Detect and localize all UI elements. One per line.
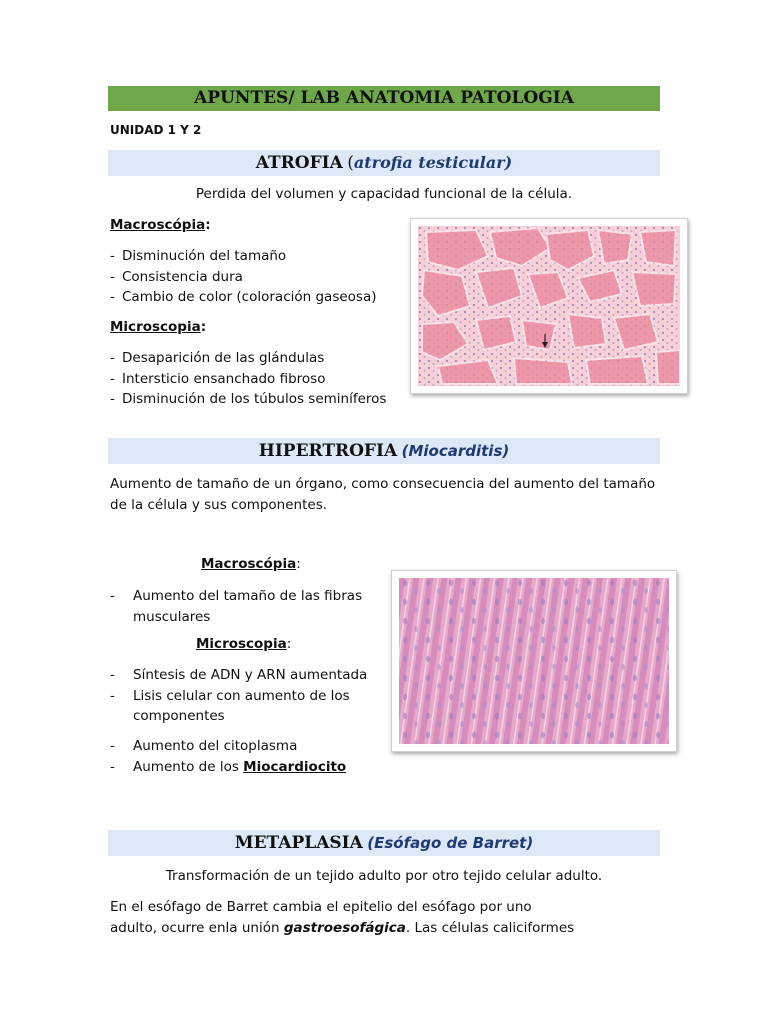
- hipertrofia-extra-list: [110, 736, 380, 777]
- list-item: - Disminución del tamaño: [110, 246, 400, 267]
- open-paren: (: [347, 153, 354, 173]
- section-subtitle-metaplasia: (Esófago de Barret): [367, 834, 534, 852]
- hipertrofia-macro-list: [110, 586, 380, 627]
- tissue-hypertrophy-icon: [399, 578, 669, 744]
- metaplasia-paragraph: [110, 897, 670, 939]
- section-title-atrofia: ATROFIA: [255, 153, 343, 173]
- tissue-atrophy-icon: [418, 226, 680, 386]
- list-item: - Lisis celular con aumento de los componentes: [110, 686, 380, 727]
- section-title-metaplasia: METAPLASIA: [234, 833, 363, 853]
- hipertrofia-micro-label: Microscopia:: [196, 636, 292, 652]
- list-item: - Disminución de los túbulos seminíferos: [110, 389, 400, 410]
- document-title: APUNTES/ LAB ANATOMIA PATOLOGIA: [108, 86, 660, 111]
- atrofia-macro-label: Macroscópia:: [110, 217, 211, 233]
- hipertrofia-description: Aumento de tamaño de un órgano, como consecuencia del aumento del tamaño de la célula y sus componentes.: [110, 476, 656, 513]
- section-subtitle-hipertrofia: (Miocarditis): [401, 442, 510, 460]
- section-header-metaplasia: [108, 830, 660, 856]
- metaplasia-paragraph-line1: En el esófago de Barret cambia el epitelio del esófago por uno: [110, 899, 532, 915]
- list-item: - Consistencia dura: [110, 267, 400, 288]
- hipertrofia-macro-label: Macroscópia:: [201, 556, 301, 572]
- atrofia-description: Perdida del volumen y capacidad funcional de la célula.: [195, 186, 573, 202]
- list-item: - Aumento del citoplasma: [110, 736, 380, 757]
- list-item: - Intersticio ensanchado fibroso: [110, 369, 400, 390]
- atrofia-macro-list: [110, 246, 400, 308]
- section-header-atrofia: [108, 150, 660, 176]
- unit-label: UNIDAD 1 Y 2: [110, 123, 202, 137]
- metaplasia-description: Transformación de un tejido adulto por otro tejido celular adulto.: [165, 868, 603, 884]
- section-header-hipertrofia: [108, 438, 660, 464]
- list-item: - Síntesis de ADN y ARN aumentada: [110, 665, 380, 686]
- histology-atrophy-image: [410, 218, 688, 394]
- list-item: - Desaparición de las glándulas: [110, 348, 400, 369]
- list-item: - Cambio de color (coloración gaseosa): [110, 287, 400, 308]
- hipertrofia-micro-list: [110, 665, 380, 727]
- metaplasia-paragraph-line2: adulto, ocurre enla unión gastroesofágica. Las células caliciformes: [110, 920, 575, 936]
- section-subtitle-atrofia: atrofia testicular): [353, 153, 513, 172]
- section-title-hipertrofia: HIPERTROFIA: [258, 441, 398, 461]
- list-item: - Aumento de los Miocardiocito: [110, 757, 380, 778]
- histology-hypertrophy-image: [391, 570, 677, 752]
- list-item: - Aumento del tamaño de las fibras musculares: [110, 586, 380, 627]
- miocardiocito-emphasis: Miocardiocito: [243, 758, 347, 775]
- gastroesofagica-emphasis: gastroesofágica: [283, 920, 406, 936]
- atrofia-micro-label: Microscopia:: [110, 319, 207, 335]
- atrofia-micro-list: [110, 348, 400, 410]
